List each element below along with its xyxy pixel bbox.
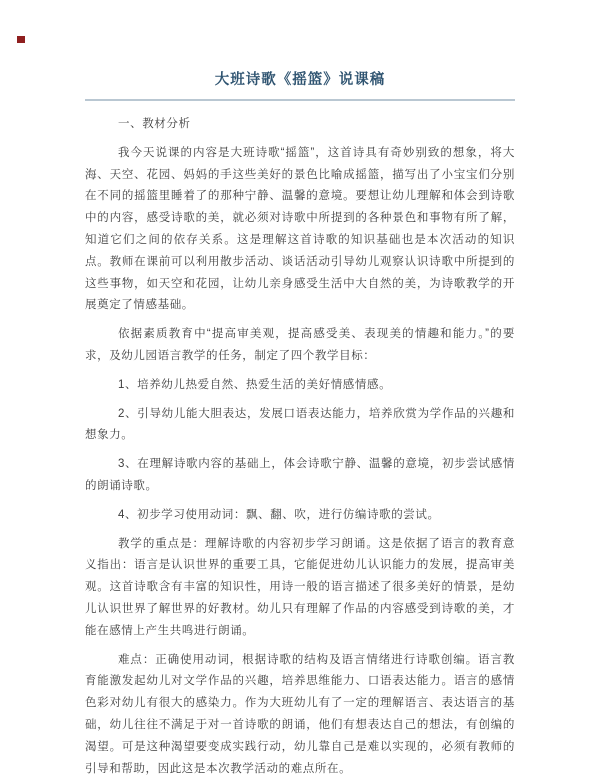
teaching-goal-item-3: 3、在理解诗歌内容的基础上，体会诗歌宁静、温馨的意境，初步尝试感情的朗诵诗歌。 bbox=[85, 458, 515, 492]
teaching-goal-item-2: 2、引导幼儿能大胆表达，发展口语表达能力，培养欣赏为学作品的兴趣和想象力。 bbox=[85, 407, 515, 442]
document-title: 大班诗歌《摇篮》说课稿 bbox=[214, 72, 386, 88]
teaching-goal-item-1: 1、培养幼儿热爱自然、热爱生活的美好情感情感。 bbox=[118, 378, 392, 391]
title-divider bbox=[85, 99, 515, 101]
section-heading-material-analysis: 一、教材分析 bbox=[118, 118, 191, 130]
document-content bbox=[85, 70, 515, 780]
red-marker bbox=[17, 36, 25, 43]
paragraph-key-points: 教学的重点是：理解诗歌的内容初步学习朗诵。这是依据了语言的教育意义指出：语言是认识世界的重要工具，它能促进幼儿认识能力的发展，提高审美观。这首诗歌含有丰富的知识性，用诗一般的语言描述了很多美好的情景，是幼儿认识世界了解世界的好教材。幼儿只有理解了作品的内容感受到诗歌的美，才能在感情上产生共鸣进行朗诵。 bbox=[85, 537, 515, 637]
teaching-goal-item-4: 4、初步学习使用动词：飘、翻、吹，进行仿编诗歌的尝试。 bbox=[118, 508, 440, 521]
paragraph-goals-intro: 依据素质教育中“提高审美观，提高感受美、表现美的情趣和能力。”的要求，及幼儿园语言教学的任务，制定了四个教学目标： bbox=[85, 328, 515, 362]
paragraph-difficulties: 难点：正确使用动词，根据诗歌的结构及语言情绪进行诗歌创编。语言教育能激发起幼儿对文学作品的兴趣，培养思维能力、口语表达能力。语言的感情色彩对幼儿有很大的感染力。作为大班幼儿有了一定的理解语言、表达语言的基础，幼儿往往不满足于对一首诗歌的朗诵，他们有想表达自己的想法，有创编的渴望。可是这种渴望要变成实践行动，幼儿靠自己是难以实现的，必须有教师的引导和帮助，因此这是本次教学活动的难点所在。 bbox=[85, 653, 515, 775]
paragraph-intro: 我今天说课的内容是大班诗歌“摇篮”，这首诗具有奇妙别致的想象，将大海、天空、花园、妈妈的手这些美好的景色比喻成摇篮，描写出了小宝宝们分别在不同的摇篮里睡着了的那种宁静、温馨的意境。要想让幼儿理解和体会到诗歌中的内容，感受诗歌的美，就必须对诗歌中所提到的各种景色和事物有所了解，知道它们之间的依存关系。这是理解这首诗歌的知识基础也是本次活动的知识点。教师在课前可以利用散步活动、谈话活动引导幼儿观察认识诗歌中所提到的这些事物，如天空和花园，让幼儿亲身感受生活中大自然的美，为诗歌教学的开展奠定了情感基础。 bbox=[85, 146, 515, 312]
document-body bbox=[85, 143, 515, 780]
